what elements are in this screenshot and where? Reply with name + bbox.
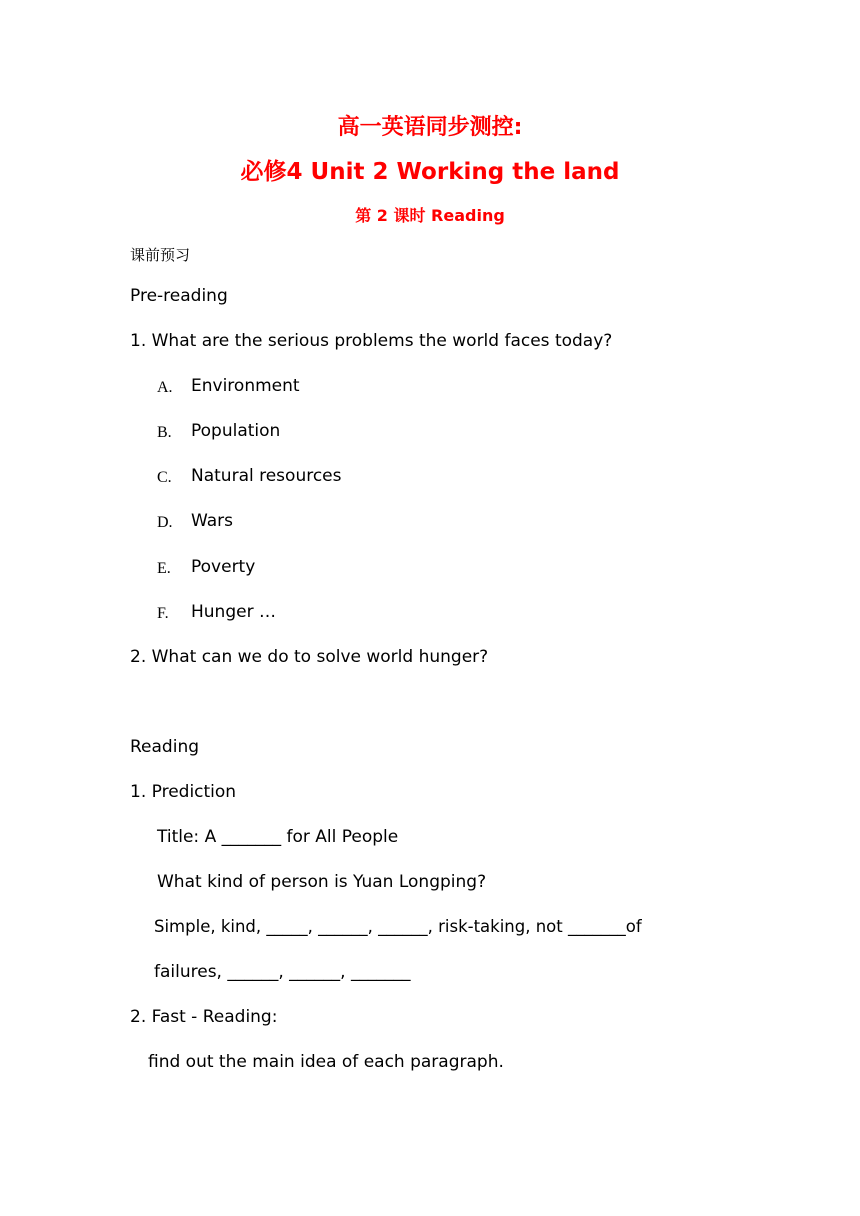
reading-heading: Reading [130, 737, 200, 757]
document-title: 高一英语同步测控: [337, 115, 523, 140]
option-text: Hunger … [191, 602, 276, 622]
person-question: What kind of person is Yuan Longping? [157, 872, 487, 892]
option-text: Poverty [191, 557, 256, 577]
option-letter: F. [157, 605, 169, 622]
option-letter: D. [157, 514, 173, 531]
fast-reading-heading: 2. Fast - Reading: [130, 1007, 278, 1027]
lesson-title: 第 2 课时 Reading [355, 206, 505, 225]
option-text: Wars [191, 511, 233, 531]
option-letter: A. [157, 379, 173, 396]
option-letter: B. [157, 424, 172, 441]
option-text: Natural resources [191, 466, 342, 486]
section-preview-label: 课前预习 [130, 246, 191, 264]
prediction-heading: 1. Prediction [130, 782, 237, 802]
unit-title: 必修4 Unit 2 Working the land [240, 159, 620, 185]
question-1: 1. What are the serious problems the world faces today? [130, 331, 613, 351]
option-letter: C. [157, 469, 172, 486]
pre-reading-heading: Pre-reading [130, 286, 228, 306]
traits-line-2: failures, ______, ______, _______ [154, 962, 411, 982]
option-text: Population [191, 421, 281, 441]
option-text: Environment [191, 376, 300, 396]
option-letter: E. [157, 560, 171, 577]
question-2: 2. What can we do to solve world hunger? [130, 647, 489, 667]
traits-line-1: Simple, kind, _____, ______, ______, risk-taking, not _______of [154, 917, 642, 936]
fast-reading-instruction: find out the main idea of each paragraph. [148, 1052, 504, 1072]
title-blank-line: Title: A _______ for All People [157, 827, 399, 847]
